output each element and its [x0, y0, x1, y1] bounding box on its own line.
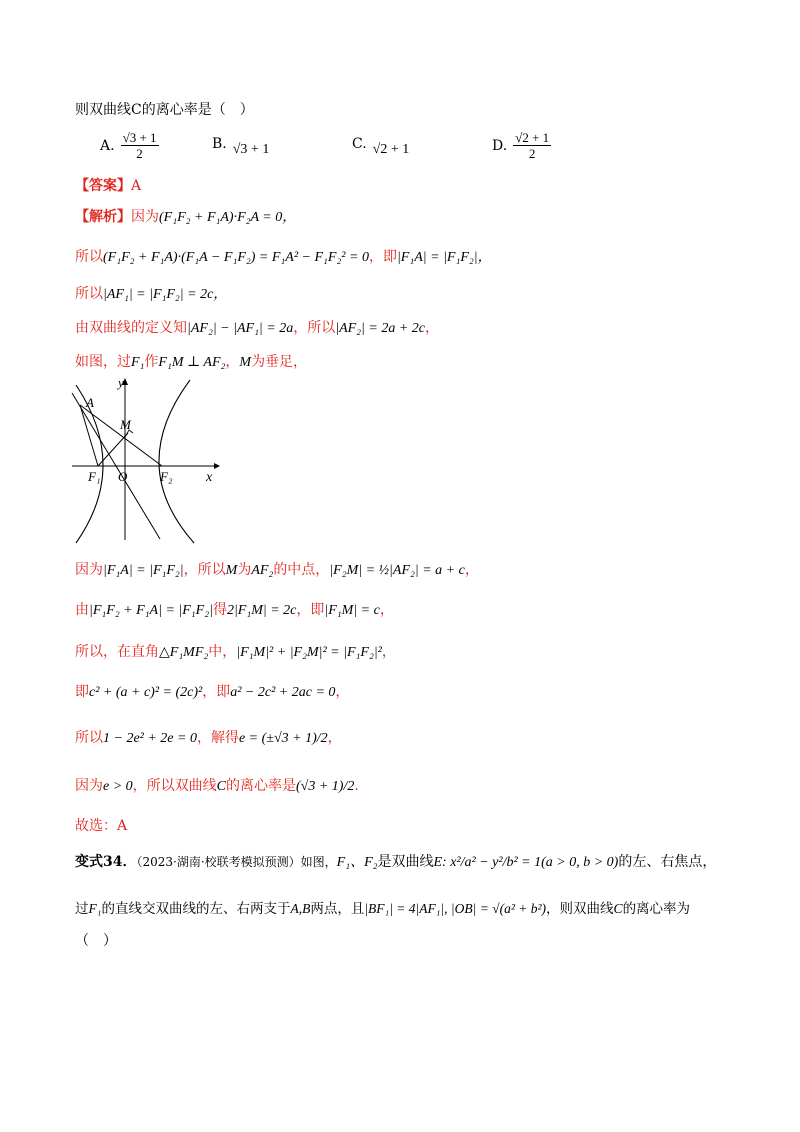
formula: C	[613, 901, 623, 916]
formula: (√3 + 1)/2	[296, 779, 355, 794]
variant-text: 是双曲线	[377, 854, 434, 870]
formula: |F₂M| = ½|AF₂| = a + c	[329, 563, 465, 578]
variant-text: 的直线交双曲线的左、右两支于	[101, 901, 291, 917]
variant-line-2	[75, 899, 690, 919]
analysis-text: ，即	[296, 602, 325, 618]
formula: a² − 2c² + 2ac = 0	[230, 685, 336, 700]
formula: |AF₂| − |AF₁| = 2a	[187, 321, 294, 336]
option-b	[212, 136, 270, 158]
analysis-line-10	[75, 728, 342, 749]
analysis-text: 为垂足，	[251, 354, 308, 370]
variant-text: 过	[75, 901, 89, 917]
analysis-text: ，	[381, 644, 396, 660]
analysis-line-9	[75, 682, 349, 703]
variant-text: 的左、右焦点，	[618, 854, 717, 870]
analysis-text: 作	[144, 354, 159, 370]
option-a-letter: A.	[100, 137, 115, 154]
analysis-conclusion: 故选：A	[75, 818, 128, 834]
x-axis-arrow	[214, 463, 220, 469]
analysis-line-8	[75, 642, 396, 663]
formula: F₁、F₂	[336, 855, 378, 870]
analysis-text: .	[354, 778, 359, 794]
formula: F₁	[131, 355, 145, 370]
formula: |AF₁| = |F₁F₂| = 2c，	[103, 287, 228, 302]
option-b-expr: √3 + 1	[232, 142, 270, 157]
label-x: x	[206, 470, 213, 485]
analysis-line-2	[75, 247, 492, 268]
hyperbola-figure	[68, 375, 228, 545]
formula: M	[225, 563, 238, 578]
formula: AF₂	[251, 563, 274, 578]
label-y: y	[118, 375, 124, 390]
hyperbola-right-branch	[159, 380, 194, 543]
formula: |F₁A| = |F₁F₂|	[103, 563, 184, 578]
analysis-text: 得	[212, 602, 227, 618]
formula: |F₁A| = |F₁F₂|，	[396, 250, 492, 265]
analysis-text: ，所以	[293, 320, 336, 336]
formula: |BF₁| = 4|AF₁|, |OB| = √(a² + b²)	[364, 901, 547, 916]
analysis-text: 如图，过	[75, 354, 131, 370]
option-a-fraction: $\frac{√3 + 1}{2}$	[122, 130, 157, 161]
analysis-text: ，	[327, 730, 342, 746]
option-c-letter: C.	[352, 136, 367, 152]
formula: |AF₂| = 2a + 2c	[335, 321, 426, 336]
answer-value: A	[131, 178, 142, 194]
label-O: O	[118, 469, 128, 484]
analysis-label: 【解析】	[75, 209, 131, 225]
formula: M	[239, 355, 252, 370]
answer-line	[75, 176, 141, 196]
analysis-text: 因为	[131, 209, 159, 225]
formula: e = (±√3 + 1)/2	[238, 731, 328, 746]
label-M: M	[120, 417, 131, 432]
analysis-line-4	[75, 318, 439, 339]
formula: F₁	[88, 901, 102, 916]
analysis-text: ，所以双曲线	[132, 778, 217, 794]
label-F1: F₁	[88, 469, 101, 484]
formula: C	[216, 779, 227, 794]
variant-text: 两点，且	[310, 901, 365, 917]
analysis-line-1	[75, 207, 296, 228]
variant-line-3: （ ）	[75, 933, 117, 949]
formula: |F₁M| = c	[324, 603, 380, 618]
analysis-text: ，所以	[183, 562, 226, 578]
formula: (F₁F₂ + F₁A)·F₂A = 0，	[159, 210, 297, 225]
analysis-text: 因为	[75, 562, 103, 578]
analysis-text: 为	[237, 562, 252, 578]
option-a	[100, 130, 159, 161]
segment-AF2	[80, 405, 162, 466]
analysis-text: ，	[225, 354, 240, 370]
analysis-line-3	[75, 284, 227, 305]
analysis-text: ，即	[202, 684, 231, 700]
formula: F₁M ⊥ AF₂	[158, 355, 226, 370]
option-b-letter: B.	[212, 136, 227, 152]
analysis-text: 所以，在直角	[75, 644, 159, 660]
analysis-text: ，	[335, 684, 350, 700]
formula: (F₁F₂ + F₁A)·(F₁A − F₁F₂) = F₁A² − F₁F₂² = 0	[103, 250, 369, 265]
analysis-text: ，解得	[196, 730, 239, 746]
analysis-text: ，	[379, 602, 394, 618]
formula: |F₁F₂ + F₁A| = |F₁F₂|	[89, 603, 213, 618]
formula: |F₁M|² + |F₂M|² = |F₁F₂|²	[236, 645, 382, 660]
answer-label: 【答案】	[75, 178, 131, 194]
variant-source: （2023·湖南·校联考模拟预测）如图，	[136, 855, 337, 869]
formula: c² + (a + c)² = (2c)²	[89, 685, 203, 700]
option-c	[352, 136, 410, 158]
option-d-fraction: $\frac{√2 + 1}{2}$	[515, 130, 550, 161]
label-A: A	[86, 395, 94, 410]
formula: E: x²/a² − y²/b² = 1(a > 0, b > 0)	[433, 855, 619, 870]
analysis-line-5	[75, 352, 307, 373]
analysis-text: 的离心率是	[226, 778, 297, 794]
formula: △F₁MF₂	[159, 645, 209, 660]
variant-text: ，则双曲线	[546, 901, 614, 917]
analysis-text: ，	[425, 320, 440, 336]
analysis-line-7	[75, 600, 394, 621]
analysis-text: 由双曲线的定义知	[75, 320, 187, 336]
label-F2: F₂	[160, 469, 173, 484]
analysis-text: ，	[464, 562, 479, 578]
formula: 2|F₁M| = 2c	[226, 603, 297, 618]
option-c-expr: √2 + 1	[372, 142, 410, 157]
formula: A,B	[290, 901, 311, 916]
variant-label: 变式34．	[75, 854, 137, 870]
analysis-line-6	[75, 560, 479, 581]
analysis-text: 所以	[75, 730, 103, 746]
analysis-text: 由	[75, 602, 89, 618]
variant-line-1	[75, 852, 716, 873]
option-d-letter: D.	[492, 137, 508, 154]
variant-text: 的离心率为	[622, 901, 691, 917]
analysis-text: 中，	[208, 644, 237, 660]
formula: 1 − 2e² + 2e = 0	[103, 731, 197, 746]
question-stem: 则双曲线C的离心率是（ ）	[75, 102, 254, 118]
analysis-text: ，即	[368, 249, 397, 265]
analysis-text: 所以	[75, 249, 103, 265]
analysis-text: 因为	[75, 778, 103, 794]
option-d	[492, 130, 551, 161]
analysis-text: 即	[75, 684, 89, 700]
formula: e > 0	[103, 779, 133, 794]
analysis-line-11	[75, 776, 359, 797]
analysis-text: 所以	[75, 286, 103, 302]
segment-AF1	[80, 405, 98, 466]
analysis-text: 的中点，	[273, 562, 330, 578]
